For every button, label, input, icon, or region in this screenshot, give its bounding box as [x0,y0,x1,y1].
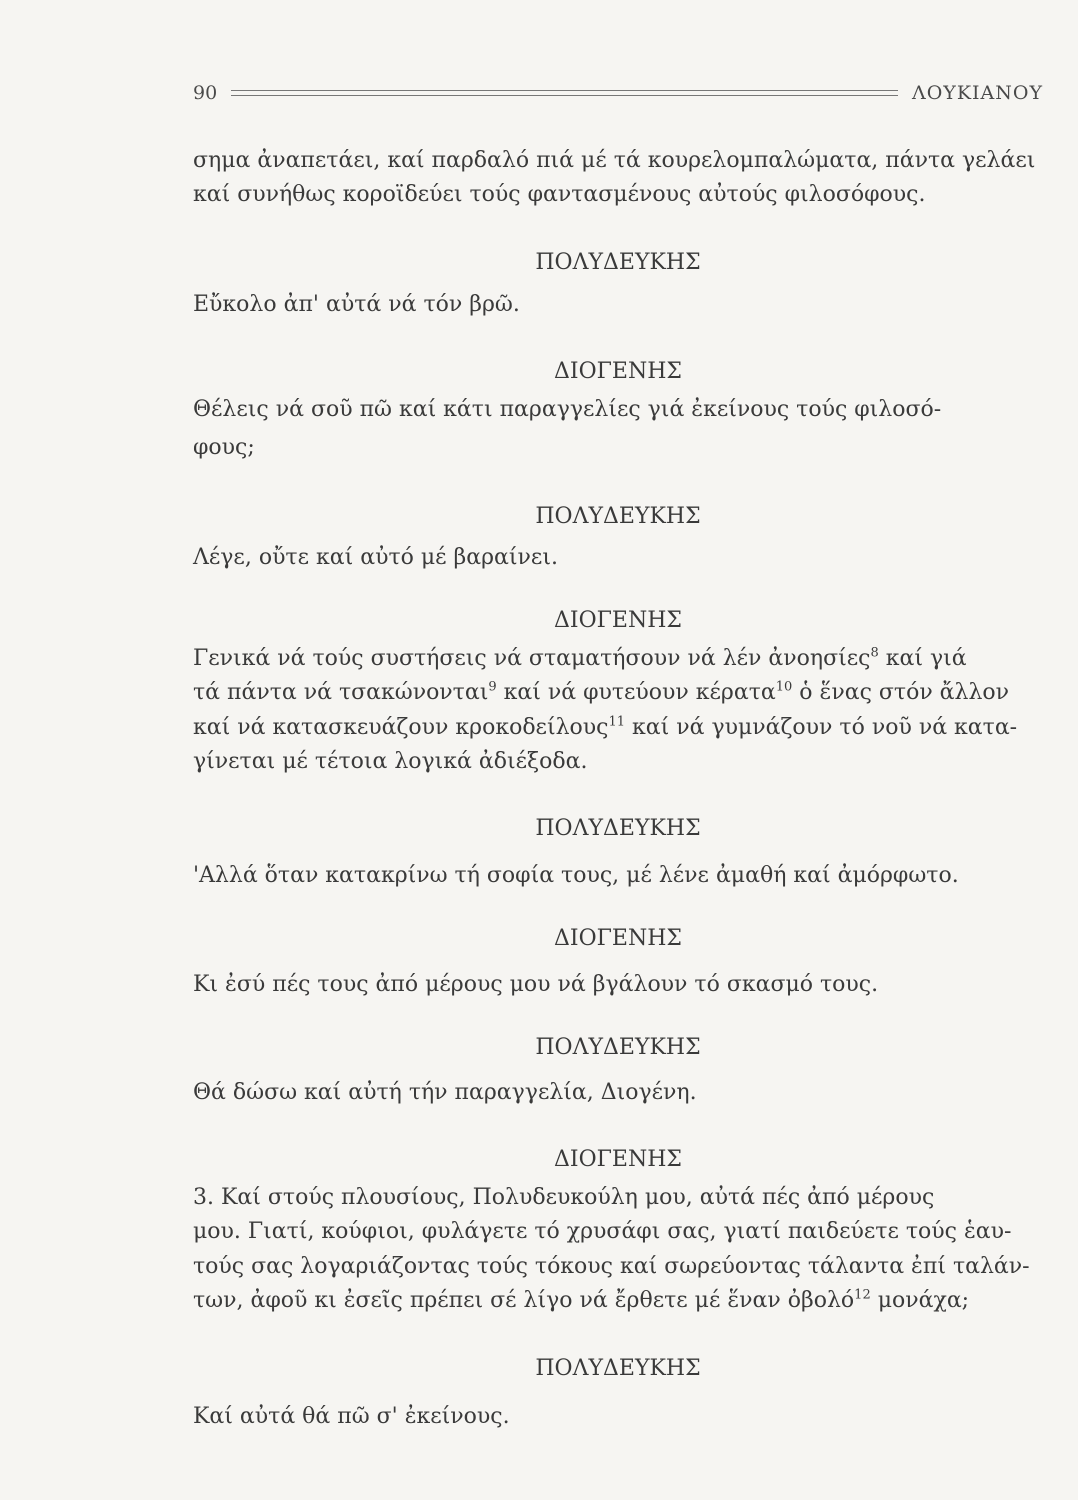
text-segment: μου. Γιατί, κούφιοι, φυλάγετε τό χρυσάφι σας, γιατί παιδεύετε τούς ἑαυ- [193,1219,1012,1244]
text-line: Κι ἐσύ πές τους ἀπό μέρους μου νά βγάλουν τό σκασμό τους. [193,972,879,997]
text-segment: των, ἀφοῦ κι ἐσεῖς πρέπει σέ λίγο νά ἔρθετε μέ ἕναν ὀβολό [193,1288,855,1313]
footnote-marker: 12 [854,1287,871,1303]
text-line [193,711,1043,745]
text-line: καί συνήθως κοροϊδεύει τούς φαντασμένους αὐτούς φιλοσόφους. [193,182,926,207]
text-line [193,642,1043,676]
text-segment: Γενικά νά τούς συστήσεις νά σταματήσουν νά λέν ἀνοησίες [193,646,871,671]
footnote-marker: 11 [608,714,626,730]
running-title: ΛΟΥΚΙΑΝΟΥ [911,82,1043,104]
text-line [193,1215,1043,1249]
text-line [193,745,1043,779]
text-line [193,1250,1043,1284]
text-line: Καί αὐτά θά πῶ σ' ἐκείνους. [193,1404,510,1429]
speaker-name: ΠΟΛΥΔΕΥΚΗΣ [535,250,701,275]
text-line: Θά δώσω καί αὐτή τήν παραγγελία, Διογένη. [193,1080,697,1105]
text-segment: τά πάντα νά τσακώνονται [193,680,489,705]
speaker-name: ΔΙΟΓΕΝΗΣ [554,608,682,633]
footnote-marker: 8 [870,645,879,661]
speaker-name: ΠΟΛΥΔΕΥΚΗΣ [535,504,701,529]
text-segment: ὁ ἕνας στόν ἄλλον [792,680,1010,705]
footnote-marker: 9 [488,679,497,695]
text-line [193,1181,1043,1215]
text-segment: καί γιά [878,646,967,671]
speaker-name: ΠΟΛΥΔΕΥΚΗΣ [535,1035,701,1060]
text-line: σημα ἀναπετάει, καί παρδαλό πιά μέ τά κουρελομπαλώματα, πάντα γελάει [193,148,1036,173]
footnote-marker: 10 [775,679,793,695]
text-segment: γίνεται μέ τέτοια λογικά ἀδιέξοδα. [193,749,588,774]
text-line: Εὔκολο ἀπ' αὐτά νά τόν βρῶ. [193,292,520,317]
header-rule [231,90,898,96]
page-number: 90 [193,82,218,104]
speaker-name: ΠΟΛΥΔΕΥΚΗΣ [535,816,701,841]
text-line: 'Αλλά ὅταν κατακρίνω τή σοφία τους, μέ λένε ἀμαθή καί ἀμόρφωτο. [193,863,959,888]
text-segment: καί νά γυμνάζουν τό νοῦ νά κατα- [625,715,1018,740]
text-segment: 3. Καί στούς πλουσίους, Πολυδευκούλη μου, αὐτά πές ἀπό μέρους [193,1185,935,1210]
text-line: Λέγε, οὔτε καί αὐτό μέ βαραίνει. [193,545,558,570]
speaker-name: ΠΟΛΥΔΕΥΚΗΣ [535,1356,701,1381]
text-segment: καί νά φυτεύουν κέρατα [496,680,776,705]
text-segment: μονάχα; [870,1288,970,1313]
speaker-name: ΔΙΟΓΕΝΗΣ [554,359,682,384]
speaker-name: ΔΙΟΓΕΝΗΣ [554,1147,682,1172]
text-segment: τούς σας λογαριάζοντας τούς τόκους καί σωρεύοντας τάλαντα ἐπί ταλάν- [193,1254,1030,1279]
text-segment: καί νά κατασκευάζουν κροκοδείλους [193,715,609,740]
text-line [193,1284,1043,1318]
text-line [193,676,1043,710]
text-line: φους; [193,435,255,460]
text-line: Θέλεις νά σοῦ πῶ καί κάτι παραγγελίες γιά ἐκείνους τούς φιλοσό- [193,397,942,422]
running-header [193,78,1043,108]
speaker-name: ΔΙΟΓΕΝΗΣ [554,926,682,951]
